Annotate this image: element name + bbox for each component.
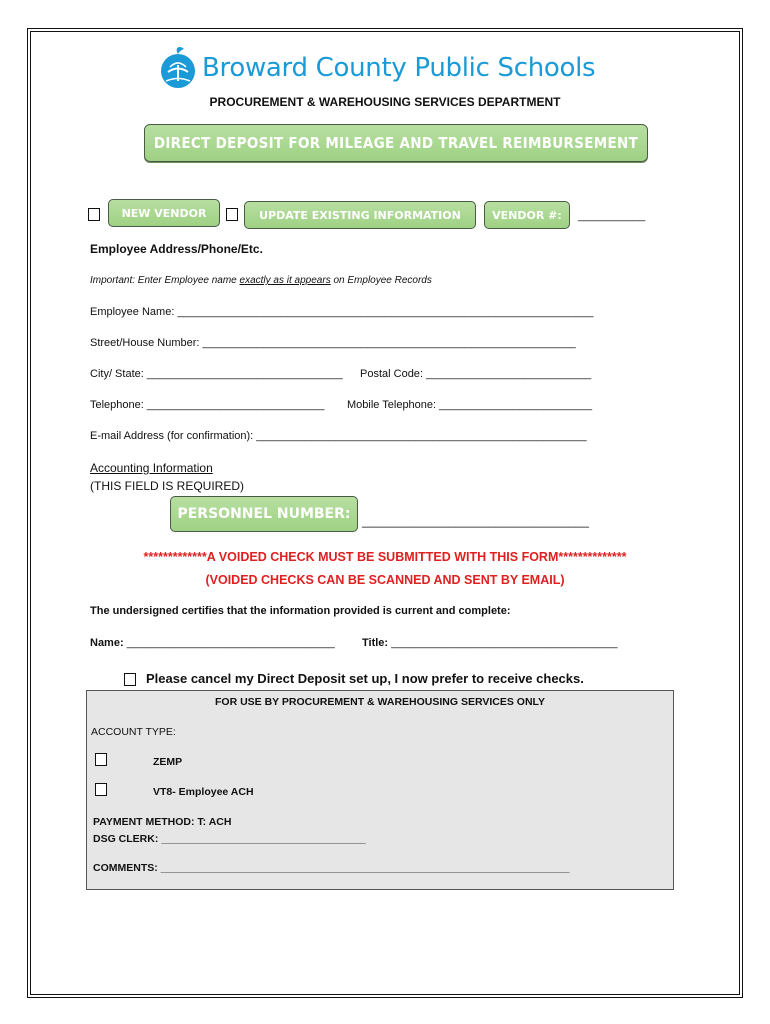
new-vendor-checkbox[interactable] (88, 208, 100, 221)
certifier-name-field[interactable]: Name: __________________________________ (90, 637, 335, 649)
telephone-field[interactable]: Telephone: _____________________________ (90, 399, 325, 411)
employee-section-title: Employee Address/Phone/Etc. (90, 242, 263, 256)
mobile-telephone-field[interactable]: Mobile Telephone: _________________________ (347, 399, 593, 411)
office-use-section (86, 690, 674, 890)
zemp-label: ZEMP (153, 756, 183, 768)
street-field[interactable]: Street/House Number: _____________________________________________________________ (90, 337, 576, 349)
personnel-number-field[interactable]: __________________________________ (362, 514, 589, 528)
vendor-number-field[interactable]: ___________ (578, 210, 646, 222)
certification-statement: The undersigned certifies that the information provided is current and complete: (90, 605, 511, 617)
logo (158, 45, 595, 91)
update-existing-checkbox[interactable] (226, 208, 238, 221)
accounting-title: Accounting Information (90, 461, 213, 475)
certifier-title-field[interactable]: Title: _____________________________________ (362, 637, 618, 649)
school-logo-icon (158, 45, 198, 91)
org-name: Broward County Public Schools (202, 53, 596, 83)
payment-method: PAYMENT METHOD: T: ACH (93, 816, 232, 828)
email-field[interactable]: E-mail Address (for confirmation): ______________________________________________________ (90, 430, 587, 442)
voided-check-email-note: (VOIDED CHECKS CAN BE SCANNED AND SENT BY EMAIL) (205, 573, 565, 587)
department-name: PROCUREMENT & WAREHOUSING SERVICES DEPARTMENT (209, 95, 561, 109)
voided-check-notice: *************A VOIDED CHECK MUST BE SUBMITTED WITH THIS FORM************** (143, 550, 627, 564)
city-state-field[interactable]: City/ State: ________________________________ (90, 368, 343, 380)
update-existing-label: UPDATE EXISTING INFORMATION (244, 201, 476, 229)
office-use-heading: FOR USE BY PROCUREMENT & WAREHOUSING SERVICES ONLY (214, 696, 546, 708)
vendor-number-label: VENDOR #: (484, 201, 570, 229)
form-title: DIRECT DEPOSIT FOR MILEAGE AND TRAVEL REIMBURSEMENT (144, 124, 648, 162)
postal-code-field[interactable]: Postal Code: ___________________________ (360, 368, 592, 380)
vt8-label: VT8- Employee ACH (153, 786, 254, 798)
comments-field[interactable]: COMMENTS: ______________________________________________________________________ (93, 862, 570, 874)
cancel-direct-deposit-label: Please cancel my Direct Deposit set up, I now prefer to receive checks. (146, 671, 584, 686)
account-type-label: ACCOUNT TYPE: (91, 726, 176, 738)
dsg-clerk-field[interactable]: DSG CLERK: ___________________________________ (93, 833, 366, 845)
personnel-number-label: PERSONNEL NUMBER: (170, 496, 358, 532)
name-instruction: Important: Enter Employee name exactly as it appears on Employee Records (90, 275, 432, 286)
new-vendor-label: NEW VENDOR (108, 199, 220, 227)
accounting-required-note: (THIS FIELD IS REQUIRED) (90, 479, 245, 493)
employee-name-field[interactable]: Employee Name: ____________________________________________________________________ (90, 306, 594, 318)
cancel-direct-deposit-checkbox[interactable] (124, 673, 136, 686)
zemp-checkbox[interactable] (95, 753, 107, 766)
vt8-checkbox[interactable] (95, 783, 107, 796)
